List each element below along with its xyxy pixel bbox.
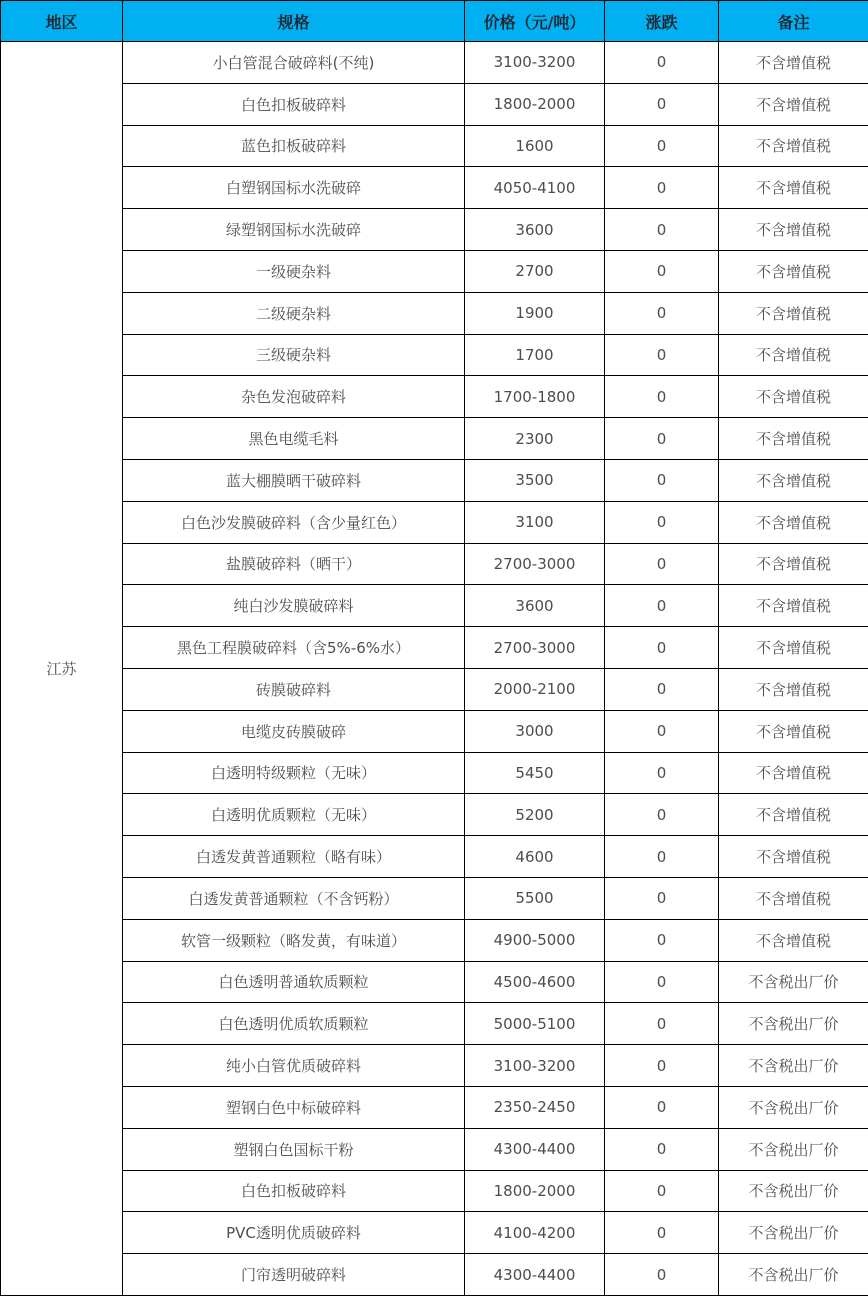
- spec-cell: 白色透明普通软质颗粒: [123, 961, 465, 1003]
- header-note: 备注: [719, 1, 868, 42]
- note-cell: 不含增值税: [719, 459, 868, 501]
- note-cell: 不含增值税: [719, 543, 868, 585]
- change-cell: 0: [605, 1086, 719, 1128]
- note-cell: 不含增值税: [719, 376, 868, 418]
- change-cell: 0: [605, 543, 719, 585]
- price-cell: 2000-2100: [465, 668, 605, 710]
- price-cell: 4600: [465, 836, 605, 878]
- spec-cell: 白透明特级颗粒（无味）: [123, 752, 465, 794]
- spec-cell: 白色扣板破碎料: [123, 1170, 465, 1212]
- price-cell: 4300-4400: [465, 1128, 605, 1170]
- change-cell: 0: [605, 418, 719, 460]
- table-row: [1, 627, 868, 669]
- note-cell: 不含增值税: [719, 585, 868, 627]
- table-row: [1, 794, 868, 836]
- note-cell: 不含增值税: [719, 668, 868, 710]
- price-cell: 4050-4100: [465, 167, 605, 209]
- spec-cell: 一级硬杂料: [123, 250, 465, 292]
- note-cell: 不含税出厂价: [719, 961, 868, 1003]
- price-cell: 3100: [465, 501, 605, 543]
- price-cell: 3600: [465, 209, 605, 251]
- change-cell: 0: [605, 961, 719, 1003]
- spec-cell: 蓝大棚膜晒干破碎料: [123, 459, 465, 501]
- spec-cell: 黑色电缆毛料: [123, 418, 465, 460]
- price-cell: 2300: [465, 418, 605, 460]
- note-cell: 不含增值税: [719, 877, 868, 919]
- table-row: [1, 209, 868, 251]
- note-cell: 不含税出厂价: [719, 1086, 868, 1128]
- table-row: [1, 125, 868, 167]
- price-cell: 4100-4200: [465, 1212, 605, 1254]
- region-cell: 江苏: [1, 42, 123, 1296]
- change-cell: 0: [605, 83, 719, 125]
- change-cell: 0: [605, 167, 719, 209]
- header-region: 地区: [1, 1, 123, 42]
- spec-cell: 黑色工程膜破碎料（含5%-6%水）: [123, 627, 465, 669]
- change-cell: 0: [605, 877, 719, 919]
- header-spec: 规格: [123, 1, 465, 42]
- change-cell: 0: [605, 919, 719, 961]
- spec-cell: 纯白沙发膜破碎料: [123, 585, 465, 627]
- spec-cell: 砖膜破碎料: [123, 668, 465, 710]
- table-row: [1, 334, 868, 376]
- note-cell: 不含增值税: [719, 752, 868, 794]
- spec-cell: PVC透明优质破碎料: [123, 1212, 465, 1254]
- change-cell: 0: [605, 125, 719, 167]
- spec-cell: 二级硬杂料: [123, 292, 465, 334]
- note-cell: 不含增值税: [719, 209, 868, 251]
- price-cell: 1700: [465, 334, 605, 376]
- spec-cell: 纯小白管优质破碎料: [123, 1045, 465, 1087]
- change-cell: 0: [605, 1003, 719, 1045]
- table-header: [1, 1, 868, 42]
- table-body: [1, 42, 868, 1296]
- table-row: [1, 459, 868, 501]
- change-cell: 0: [605, 585, 719, 627]
- note-cell: 不含税出厂价: [719, 1254, 868, 1296]
- note-cell: 不含税出厂价: [719, 1003, 868, 1045]
- spec-cell: 绿塑钢国标水洗破碎: [123, 209, 465, 251]
- table-row: [1, 376, 868, 418]
- spec-cell: 塑钢白色中标破碎料: [123, 1086, 465, 1128]
- table-row: [1, 710, 868, 752]
- price-cell: 3000: [465, 710, 605, 752]
- note-cell: 不含税出厂价: [719, 1170, 868, 1212]
- note-cell: 不含增值税: [719, 919, 868, 961]
- table-row: [1, 543, 868, 585]
- note-cell: 不含增值税: [719, 710, 868, 752]
- table-row: [1, 250, 868, 292]
- table-row: [1, 418, 868, 460]
- note-cell: 不含税出厂价: [719, 1212, 868, 1254]
- spec-cell: 蓝色扣板破碎料: [123, 125, 465, 167]
- price-cell: 3600: [465, 585, 605, 627]
- change-cell: 0: [605, 794, 719, 836]
- note-cell: 不含税出厂价: [719, 1128, 868, 1170]
- table-row: [1, 961, 868, 1003]
- price-cell: 3100-3200: [465, 1045, 605, 1087]
- spec-cell: 白色沙发膜破碎料（含少量红色）: [123, 501, 465, 543]
- spec-cell: 白色扣板破碎料: [123, 83, 465, 125]
- change-cell: 0: [605, 501, 719, 543]
- header-price: 价格（元/吨）: [465, 1, 605, 42]
- spec-cell: 白色透明优质软质颗粒: [123, 1003, 465, 1045]
- note-cell: 不含增值税: [719, 292, 868, 334]
- price-cell: 4300-4400: [465, 1254, 605, 1296]
- note-cell: 不含增值税: [719, 250, 868, 292]
- table-row: [1, 1254, 868, 1296]
- spec-cell: 塑钢白色国标干粉: [123, 1128, 465, 1170]
- change-cell: 0: [605, 836, 719, 878]
- spec-cell: 白透发黄普通颗粒（略有味）: [123, 836, 465, 878]
- change-cell: 0: [605, 627, 719, 669]
- price-cell: 2700: [465, 250, 605, 292]
- table-row: [1, 752, 868, 794]
- price-cell: 1700-1800: [465, 376, 605, 418]
- note-cell: 不含增值税: [719, 627, 868, 669]
- spec-cell: 白透发黄普通颗粒（不含钙粉）: [123, 877, 465, 919]
- note-cell: 不含税出厂价: [719, 1045, 868, 1087]
- change-cell: 0: [605, 334, 719, 376]
- header-row: [1, 1, 868, 42]
- table-row: [1, 877, 868, 919]
- table-row: [1, 501, 868, 543]
- note-cell: 不含增值税: [719, 42, 868, 84]
- change-cell: 0: [605, 42, 719, 84]
- price-cell: 5200: [465, 794, 605, 836]
- table-row: [1, 292, 868, 334]
- price-cell: 5450: [465, 752, 605, 794]
- price-cell: 4900-5000: [465, 919, 605, 961]
- header-change: 涨跌: [605, 1, 719, 42]
- spec-cell: 门帘透明破碎料: [123, 1254, 465, 1296]
- price-cell: 3500: [465, 459, 605, 501]
- change-cell: 0: [605, 250, 719, 292]
- price-cell: 1600: [465, 125, 605, 167]
- table-row: [1, 836, 868, 878]
- table-row: [1, 1212, 868, 1254]
- change-cell: 0: [605, 209, 719, 251]
- note-cell: 不含增值税: [719, 836, 868, 878]
- spec-cell: 软管一级颗粒（略发黄，有味道）: [123, 919, 465, 961]
- spec-cell: 电缆皮砖膜破碎: [123, 710, 465, 752]
- change-cell: 0: [605, 1128, 719, 1170]
- table-row: [1, 668, 868, 710]
- table-row: [1, 167, 868, 209]
- spec-cell: 白塑钢国标水洗破碎: [123, 167, 465, 209]
- table-row: [1, 1170, 868, 1212]
- price-cell: 3100-3200: [465, 42, 605, 84]
- spec-cell: 杂色发泡破碎料: [123, 376, 465, 418]
- change-cell: 0: [605, 752, 719, 794]
- spec-cell: 三级硬杂料: [123, 334, 465, 376]
- table-row: [1, 1086, 868, 1128]
- table-row: [1, 1045, 868, 1087]
- note-cell: 不含增值税: [719, 794, 868, 836]
- table-row: [1, 83, 868, 125]
- note-cell: 不含增值税: [719, 418, 868, 460]
- price-cell: 5500: [465, 877, 605, 919]
- note-cell: 不含增值税: [719, 125, 868, 167]
- table-row: [1, 585, 868, 627]
- change-cell: 0: [605, 1212, 719, 1254]
- change-cell: 0: [605, 292, 719, 334]
- change-cell: 0: [605, 376, 719, 418]
- price-cell: 1900: [465, 292, 605, 334]
- note-cell: 不含增值税: [719, 334, 868, 376]
- price-cell: 4500-4600: [465, 961, 605, 1003]
- price-cell: 2700-3000: [465, 627, 605, 669]
- price-cell: 5000-5100: [465, 1003, 605, 1045]
- change-cell: 0: [605, 668, 719, 710]
- price-cell: 2350-2450: [465, 1086, 605, 1128]
- table-row: [1, 1003, 868, 1045]
- change-cell: 0: [605, 1170, 719, 1212]
- change-cell: 0: [605, 710, 719, 752]
- change-cell: 0: [605, 1254, 719, 1296]
- table-row: [1, 919, 868, 961]
- price-cell: 1800-2000: [465, 1170, 605, 1212]
- note-cell: 不含增值税: [719, 83, 868, 125]
- change-cell: 0: [605, 459, 719, 501]
- price-cell: 2700-3000: [465, 543, 605, 585]
- spec-cell: 白透明优质颗粒（无味）: [123, 794, 465, 836]
- table-row: [1, 42, 868, 84]
- change-cell: 0: [605, 1045, 719, 1087]
- note-cell: 不含增值税: [719, 501, 868, 543]
- table-row: [1, 1128, 868, 1170]
- note-cell: 不含增值税: [719, 167, 868, 209]
- price-cell: 1800-2000: [465, 83, 605, 125]
- spec-cell: 小白管混合破碎料(不纯): [123, 42, 465, 84]
- spec-cell: 盐膜破碎料（晒干）: [123, 543, 465, 585]
